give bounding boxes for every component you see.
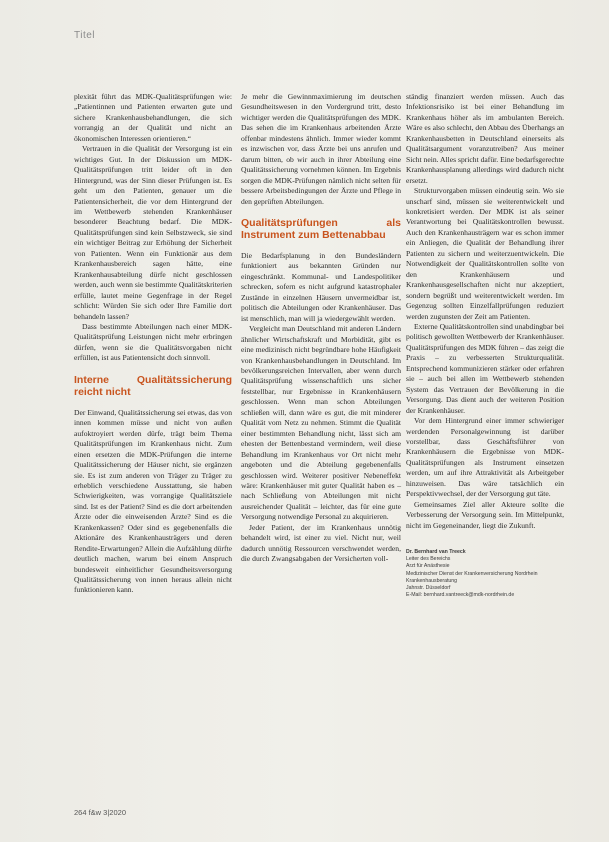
- author-line: Leiter des Bereichs: [406, 556, 451, 563]
- paragraph: Vertrauen in die Qualität der Versorgung ist ein wichtiges Gut. In der Diskussion um MDK-Qualitätsprüfungen tritt leider oft in den Hintergrund, was der Sinn dieser Prüfungen ist. Es geht um den Patienten, genauer um die Patientensicherheit, die vor dem Hintergrund der im Wettbewerb stehenden Krankenhäuser besonderer Beachtung bedarf. Die MDK-Qualitätsprüfungen sind kein Selbstzweck, sie sind ein wichtiger Beitrag zur Erhöhung der Sicherheit von Patienten. Wenn ein Funktionär aus dem Krankenhausbereich sagen hätte, eine Krankenhausabteilung dürfe nicht geschlossen werden, auch wenn sie bestimmte Qualitätskriterien erfülle, lautet meine Gegenfrage in der Regel schlicht: Würden Sie sich oder Ihre Familie dort behandeln lassen?: [74, 144, 232, 321]
- page-footer: 264 f&w 3|2020: [74, 808, 126, 817]
- paragraph: Externe Qualitätskontrollen sind unabdingbar bei politisch gewollten Wettbewerb der Krankenhäuser. Qualitätsprüfungen des MDK führen – das zeigt die Praxis – zu verbesserten Strukturqualität. Entsprechend kommunizieren stärker oder erfahren sie – auch bei allen im Wettbewerb stehenden System das Vertrauen der Bevölkerung in die Versorgung. Das dient auch der weiteren Position der Krankenhäuser.: [406, 321, 564, 415]
- paragraph: Die Bedarfsplanung in den Bundesländern funktioniert aus bekannten Gründen nur eingeschränkt. Kommunal- und Landespolitiker schrecken, sofern es nicht aufgrund katastrophaler Zustände in einzelnen Häusern unvermeidbar ist, politisch die Abteilungen oder Krankenhäuser. Das ist menschlich, man will ja wiedergewählt werden.: [241, 250, 401, 323]
- paragraph: Vergleicht man Deutschland mit anderen Ländern ähnlicher Wirtschaftskraft und Morbidität, gibt es eine medizinisch nicht begründbare hohe Häufigkeit von Krankenhausbehandlungen in Deutschland. Im bevölkerungsreichen Intervallen, aber wenn durch Qualitätsprüfung wissenschaftlich uns sicher feststellbar, nur Ergebnisse in Krankenhäusern geschlossen. Wenn man schon Abteilungen schließen will, dann wäre es gut, die mit minderer Qualität vom Netz zu nehmen. Stimmt die Qualität einer bestimmten Behandlung nicht, lässt sich am ehesten der Bettenbestand vermindern, weil diese Behandlung im Krankenhaus vor Ort nicht mehr angeboten und die Abteilung gegebenenfalls geschlossen wird. Weiterer positiver Nebeneffekt wäre: Krankenhäuser mit guter Qualität haben es – nach Schließung von Abteilungen mit nicht ausreichender Qualität – leichter, das für eine gute Versorgung notwendige Personal zu akquirieren.: [241, 324, 401, 522]
- section-header: Titel: [74, 30, 96, 41]
- author-line: Arzt für Anästhesie: [406, 563, 450, 570]
- paragraph: Je mehr die Gewinnmaximierung im deutschen Gesundheitswesen in den Vordergrund tritt, desto wichtiger werden die Qualitätsprüfungen des MDK. Das sehen die im Krankenhaus arbeitenden Ärzte offenbar mindestens ähnlich. Immer wieder kommt es inzwischen vor, dass Ärzte bei uns anrufen und darum bitten, ob wir auch in ihrer Abteilung eine Qualitätssicherung vornehmen können. Im Ergebnis sorgen die MDK-Prüfungen nämlich nicht selten für bessere Arbeitsbedingungen der Ärzte und Pflege in den geprüften Abteilungen.: [241, 92, 401, 206]
- paragraph: Strukturvorgaben müssen eindeutig sein. Wo sie unscharf sind, müssen sie weiterentwickelt und konkretisiert werden. Der MDK ist als seiner Verantwortung bei Qualitätskontrollen bewusst. Auch den Krankenhausträgern war es schon immer ein Anliegen, die Qualität der Behandlung ihrer Patienten zu sichern und weiterzuentwickeln. Die Notwendigkeit der Qualitätskontrollen sollte von den Krankenhäusern und Krankenhausgesellschaften nicht nur akzeptiert, sondern begrüßt und weiterentwickelt werden. Im Gegenzug sollten Einzelfallprüfungen reduziert werden zugunsten der Zeit am Patienten.: [406, 186, 564, 321]
- paragraph: Der Einwand, Qualitätssicherung sei etwas, das von innen kommen müsse und nicht von außen aufoktroyiert werden dürfe, trägt beim Thema Qualitätsprüfungen im Krankenhaus nicht. Zum einen ersetzen die MDK-Prüfungen die interne Qualitätssicherung der Häuser nicht, sie ergänzen sie. Es ist zum anderen von Träger zu Träger zu erheblich verschiedene Ausstattung, sie haben Schwierigkeiten, was vorrangige Qualitätsziele sind. Ist es der Patient? Sind es die dort arbeitenden Ärzte oder die einweisenden Ärzte? Sind es die Krankenkassen? Oder sind es gegebenenfalls die Aktionäre des Krankenhausträgers und deren Rendite-Erwartungen? Allein die Aufzählung dürfte deutlich machen, warum bei einem Anspruch bundesweit einheitlicher Gesundheitsversorgung Qualitätssicherung von innen heraus allein nicht funktionieren kann.: [74, 407, 232, 595]
- subheading: Qualitätsprüfungen als Instrument zum Bettenabbau: [241, 216, 401, 242]
- author-name: Dr. Bernhard van Treeck: [406, 549, 466, 556]
- paragraph: Dass bestimmte Abteilungen nach einer MDK-Qualitätsprüfung Leistungen nicht mehr erbringen dürfen, wenn sie die Qualitätsvorgaben nicht erfüllen, ist aus Patientensicht doch sinnvoll.: [74, 321, 232, 363]
- column-3: [406, 92, 564, 599]
- subheading: Interne Qualitätssicherung reicht nicht: [74, 373, 232, 399]
- author-line: Jahnstr. Düsseldorf: [406, 585, 451, 592]
- paragraph: Jeder Patient, der im Krankenhaus unnötig behandelt wird, ist einer zu viel. Nicht nur, weil dadurch unnötig Ressourcen verschwendet werden, die durch Zwangsabgaben der Versicherten voll-: [241, 522, 401, 564]
- paragraph: Vor dem Hintergrund einer immer schwieriger werdenden Personalgewinnung ist darüber vorstellbar, dass Geschäftsführer von Krankenhäusern die Ergebnisse von MDK-Qualitätsprüfungen als Instrument einsetzen werden, um auf ihre Attraktivität als Arbeitgeber hinzuweisen. Das wäre tatsächlich ein Perspektivwechsel, der der Versorgung gut täte.: [406, 416, 564, 499]
- author-line: Medizinischer Dienst der Krankenversicherung Nordrhein: [406, 570, 538, 577]
- column-2: [241, 92, 401, 565]
- author-line: Krankenhausberatung: [406, 577, 458, 584]
- paragraph: plexität führt das MDK-Qualitätsprüfungen wie: „Patientinnen und Patienten erwarten gute und sichere Krankenhausbehandlungen, die sich vorrangig an der Qualität und nicht an ökonomischen Interessen orientieren.“: [74, 92, 232, 143]
- column-1: [74, 92, 232, 596]
- author-email: E-Mail: bernhard.vantreeck@mdk-nordrhein.de: [406, 592, 515, 599]
- paragraph: Gemeinsames Ziel aller Akteure sollte die Verbesserung der Versorgung sein. Im Mittelpunkt, nicht im Gegeneinander, liegt die Zukunft.: [406, 499, 564, 530]
- paragraph: ständig finanziert werden müssen. Auch das Infektionsrisiko ist bei einer Behandlung im Krankenhaus höher als im ambulanten Bereich. Wäre es also schlecht, den Abbau des Überhangs an Krankenhausbetten in Deutschland einerseits als Qualitätsargument voranzutreiben? Aus meiner Sicht nein. Alles spricht dafür. Eine bedarfsgerechte Krankenhausplanung allerdings wird dadurch nicht ersetzt.: [406, 92, 564, 185]
- author-box: [406, 549, 564, 599]
